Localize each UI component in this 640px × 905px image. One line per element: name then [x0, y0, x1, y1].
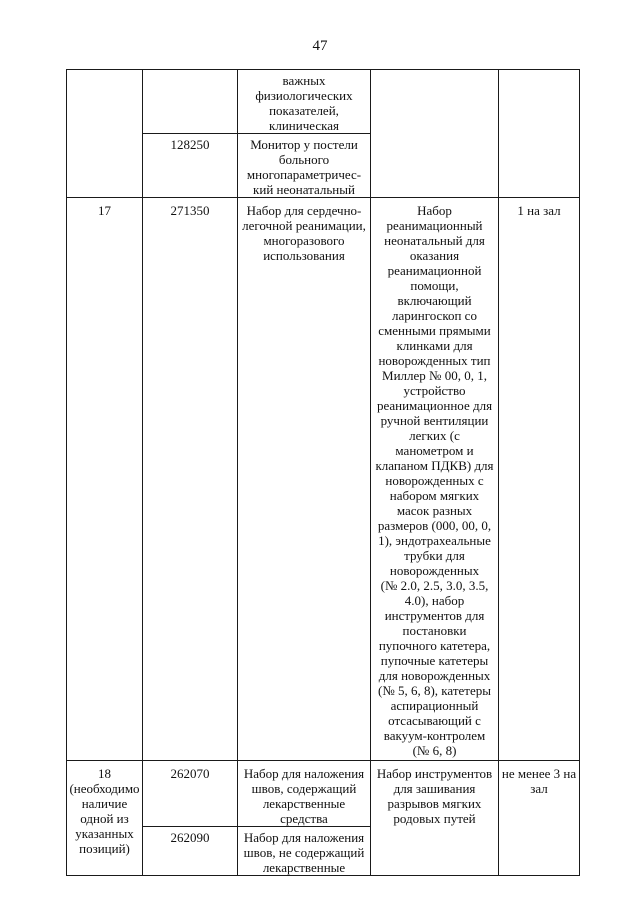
- name-text: Монитор у постели больного многопараметричес- кий неонатальный: [246, 137, 362, 197]
- description-text: [373, 203, 496, 758]
- description-line: (№ 5, 6, 8), катетеры: [377, 683, 491, 698]
- page-number: 47: [312, 38, 328, 54]
- description-line: включающий: [397, 293, 472, 308]
- description-line: Миллер № 00, 0, 1,: [382, 368, 487, 383]
- description-line: новорожденных тип: [378, 353, 491, 368]
- description-line: ларингоскоп со: [392, 308, 477, 323]
- description-line: манометром и: [395, 443, 474, 458]
- description-line: 1), эндотрахеальные: [378, 533, 491, 548]
- description-line: реанимационный: [386, 218, 483, 233]
- code-cell: 128250: [143, 134, 238, 198]
- description-cell: [371, 761, 499, 876]
- number-cell: 17: [67, 198, 143, 761]
- description-line: инструментов для: [384, 608, 485, 623]
- name-text: Набор для сердечно- легочной реанимации, многоразового использования: [242, 203, 366, 263]
- description-line: (№ 2.0, 2.5, 3.0, 3.5,: [380, 578, 489, 593]
- description-line: (№ 6, 8): [412, 743, 457, 758]
- description-line: 4.0), набор: [404, 593, 465, 608]
- table-row: [67, 198, 580, 761]
- description-line: реанимационной: [387, 263, 482, 278]
- description-line: сменными прямыми: [378, 323, 491, 338]
- quantity-cell: [499, 70, 580, 198]
- description-text: Набор инструментов для зашивания разрывов мягких родовых путей: [376, 766, 493, 826]
- description-line: размеров (000, 00, 0,: [377, 518, 492, 533]
- quantity-text: не менее 3 на зал: [501, 766, 577, 796]
- description-line: отсасывающий с: [388, 713, 481, 728]
- description-line: постановки: [402, 623, 467, 638]
- description-line: неонатальный для: [384, 233, 485, 248]
- number-cell: [67, 761, 143, 876]
- code-cell: 262090: [143, 827, 238, 876]
- description-line: оказания: [409, 248, 460, 263]
- code-cell: 262070: [143, 761, 238, 827]
- description-line: новорожденных с: [385, 473, 484, 488]
- description-line: для новорожденных: [378, 668, 491, 683]
- name-cell: [238, 134, 371, 198]
- description-line: помощи,: [410, 278, 459, 293]
- name-text: Набор для наложения швов, содержащий лекарственные средства: [243, 766, 365, 826]
- quantity-cell: [499, 761, 580, 876]
- description-line: Набор: [417, 203, 452, 218]
- number-cell: [67, 70, 143, 198]
- description-line: пупочные катетеры: [380, 653, 489, 668]
- name-cell: [238, 70, 371, 134]
- description-line: набором мягких: [389, 488, 480, 503]
- description-line: аспирационный: [390, 698, 479, 713]
- description-line: устройство: [403, 383, 466, 398]
- name-cell: [238, 827, 371, 876]
- description-line: клинками для: [396, 338, 473, 353]
- description-line: пупочного катетера,: [378, 638, 491, 653]
- description-line: масок разных: [396, 503, 473, 518]
- table-row: [67, 761, 580, 827]
- equipment-table: [66, 69, 580, 876]
- description-line: новорожденных: [389, 563, 480, 578]
- description-line: клапаном ПДКВ) для: [375, 458, 494, 473]
- name-cell: [238, 761, 371, 827]
- description-cell: [371, 198, 499, 761]
- table-row: [67, 70, 580, 134]
- description-line: реанимационное для: [376, 398, 493, 413]
- description-line: вакуум-контролем: [383, 728, 486, 743]
- number-text: 18 (необходимо наличие одной из указанных позиций): [69, 766, 140, 856]
- name-cell: [238, 198, 371, 761]
- code-cell: 271350: [143, 198, 238, 761]
- description-line: легких (с: [409, 428, 460, 443]
- description-cell: [371, 70, 499, 198]
- quantity-cell: 1 на зал: [499, 198, 580, 761]
- name-text: Набор для наложения швов, не содержащий лекарственные: [243, 830, 365, 875]
- description-line: трубки для: [404, 548, 465, 563]
- name-text: важных физиологических показателей, клиническая: [255, 73, 353, 133]
- code-cell: [143, 70, 238, 134]
- description-line: ручной вентиляции: [380, 413, 489, 428]
